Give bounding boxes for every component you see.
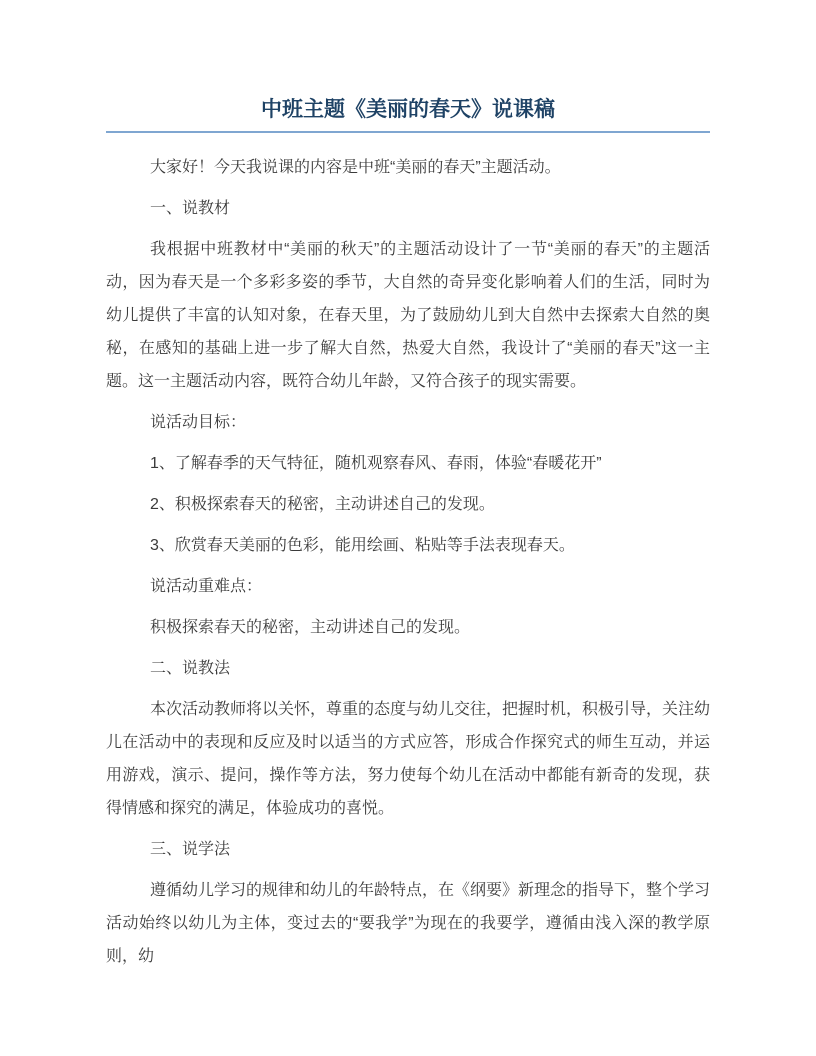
paragraph: 大家好！今天我说课的内容是中班“美丽的春天”主题活动。	[150, 159, 561, 176]
paragraph: 3、欣赏春天美丽的色彩，能用绘画、粘贴等手法表现春天。	[150, 537, 575, 554]
paragraph: 我根据中班教材中“美丽的秋天”的主题活动设计了一节“美丽的春天”的主题活动，因为春天是一个多彩多姿的季节，大自然的奇异变化影响着人们的生活，同时为幼儿提供了丰富的认知对象，在春天里，为了鼓励幼儿到大自然中去探索大自然的奥秘，在感知的基础上进一步了解大自然，热爱大自然，我设计了“美丽的春天”这一主题。这一主题活动内容，既符合幼儿年龄，又符合孩子的现实需要。	[106, 241, 710, 390]
paragraph: 本次活动教师将以关怀，尊重的态度与幼儿交往，把握时机，积极引导，关注幼儿在活动中的表现和反应及时以适当的方式应答，形成合作探究式的师生互动，并运用游戏，演示、提问，操作等方法，努力使每个幼儿在活动中都能有新奇的发现，获得情感和探究的满足，体验成功的喜悦。	[106, 701, 711, 817]
paragraph: 1、了解春季的天气特征，随机观察春风、春雨，体验“春暖花开”	[150, 455, 602, 472]
paragraph: 二、说教法	[150, 660, 231, 677]
paragraph: 积极探索春天的秘密，主动讲述自己的发现。	[150, 619, 471, 636]
paragraph: 一、说教材	[150, 200, 231, 217]
paragraph: 遵循幼儿学习的规律和幼儿的年龄特点，在《纲要》新理念的指导下，整个学习活动始终以幼儿为主体，变过去的“要我学”为现在的我要学，遵循由浅入深的教学原则，幼	[106, 882, 711, 965]
paragraph: 说活动目标：	[150, 414, 247, 431]
title-divider	[106, 131, 710, 133]
document-title: 中班主题《美丽的春天》说课稿	[261, 98, 555, 121]
paragraph: 三、说学法	[150, 841, 231, 858]
paragraph: 2、积极探索春天的秘密，主动讲述自己的发现。	[150, 496, 495, 513]
paragraph: 说活动重难点：	[150, 578, 263, 595]
document-body	[106, 151, 710, 973]
